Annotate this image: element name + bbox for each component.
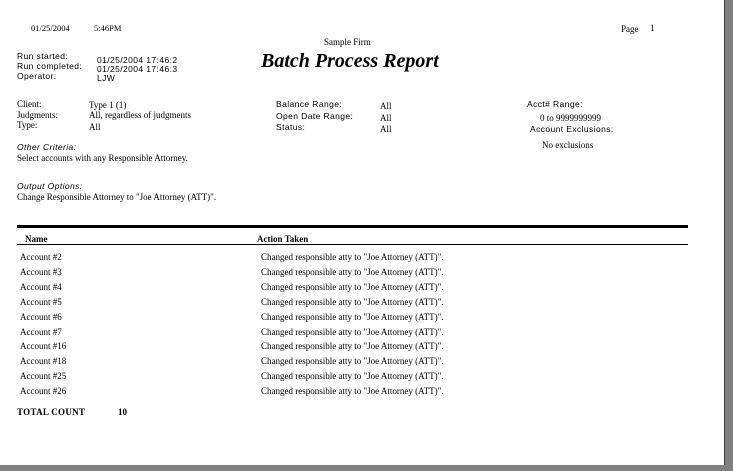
firm-name: Sample Firm [324, 37, 371, 47]
row-action-taken: Changed responsible atty to "Joe Attorney (ATT)". [261, 341, 444, 351]
section-divider [17, 225, 688, 228]
row-action-taken: Changed responsible atty to "Joe Attorney (ATT)". [261, 282, 444, 292]
column-header-name: Name [25, 234, 48, 244]
row-account-name: Account #18 [20, 356, 67, 366]
page-number: 1 [650, 23, 655, 33]
table-row [20, 267, 620, 278]
operator-value: LJW [97, 73, 116, 83]
row-account-name: Account #5 [20, 297, 62, 307]
run-started-value: 01/25/2004 17:46:2 [97, 55, 178, 65]
type-label: Type: [17, 120, 38, 130]
table-row [20, 386, 620, 397]
row-account-name: Account #4 [20, 282, 62, 292]
judgments-value: All, regardless of judgments [89, 110, 191, 120]
table-row [20, 371, 620, 382]
row-account-name: Account #25 [20, 371, 67, 381]
row-action-taken: Changed responsible atty to "Joe Attorney (ATT)". [261, 312, 444, 322]
row-account-name: Account #7 [20, 327, 62, 337]
other-criteria-label: Other Criteria: [17, 142, 77, 152]
row-action-taken: Changed responsible atty to "Joe Attorney (ATT)". [261, 327, 444, 337]
row-action-taken: Changed responsible atty to "Joe Attorney (ATT)". [261, 267, 444, 277]
output-options-text: Change Responsible Attorney to "Joe Attorney (ATT)". [17, 192, 217, 202]
table-row [20, 312, 620, 323]
total-count-value: 10 [118, 407, 127, 417]
account-exclusions-value: No exclusions [542, 140, 594, 150]
header-underline [17, 244, 688, 245]
report-date: 01/25/2004 [31, 23, 70, 33]
row-account-name: Account #16 [20, 341, 67, 351]
table-row [20, 297, 620, 308]
judgments-label: Judgments: [17, 110, 59, 120]
row-action-taken: Changed responsible atty to "Joe Attorney (ATT)". [261, 252, 444, 262]
balance-range-label: Balance Range: [276, 99, 343, 109]
row-account-name: Account #2 [20, 252, 62, 262]
table-row [20, 282, 620, 293]
run-completed-value: 01/25/2004 17:46:3 [97, 64, 178, 74]
page-label: Page [621, 24, 639, 34]
client-label: Client: [17, 99, 42, 109]
row-action-taken: Changed responsible atty to "Joe Attorney (ATT)". [261, 297, 444, 307]
run-completed-label: Run completed: [17, 61, 83, 71]
scrollbar-track-right[interactable] [725, 0, 733, 471]
column-header-action: Action Taken [257, 234, 309, 244]
table-row [20, 356, 620, 367]
table-row [20, 252, 620, 263]
row-action-taken: Changed responsible atty to "Joe Attorney (ATT)". [261, 371, 444, 381]
type-value: All [89, 122, 101, 132]
row-account-name: Account #6 [20, 312, 62, 322]
row-account-name: Account #3 [20, 267, 62, 277]
account-exclusions-label: Account Exclusions: [530, 124, 614, 134]
acct-range-label: Acct# Range: [527, 99, 583, 109]
output-options-label: Output Options: [17, 181, 83, 191]
other-criteria-text: Select accounts with any Responsible Attorney. [17, 153, 188, 163]
table-row [20, 327, 620, 338]
acct-range-value: 0 to 9999999999 [540, 113, 602, 123]
operator-label: Operator: [17, 71, 57, 81]
scrollbar-track-bottom[interactable] [0, 465, 733, 471]
report-title: Batch Process Report [261, 50, 439, 72]
client-value: Type 1 (1) [89, 100, 127, 110]
status-value: All [380, 124, 392, 134]
total-count-label: TOTAL COUNT [17, 407, 86, 417]
row-account-name: Account #26 [20, 386, 67, 396]
run-started-label: Run started: [17, 51, 69, 61]
open-date-range-value: All [380, 113, 392, 123]
balance-range-value: All [380, 101, 392, 111]
open-date-range-label: Open Date Range: [276, 111, 354, 121]
row-action-taken: Changed responsible atty to "Joe Attorney (ATT)". [261, 386, 444, 396]
report-time: 5:46PM [94, 23, 122, 33]
table-row [20, 341, 620, 352]
row-action-taken: Changed responsible atty to "Joe Attorney (ATT)". [261, 356, 444, 366]
status-label: Status: [276, 122, 306, 132]
